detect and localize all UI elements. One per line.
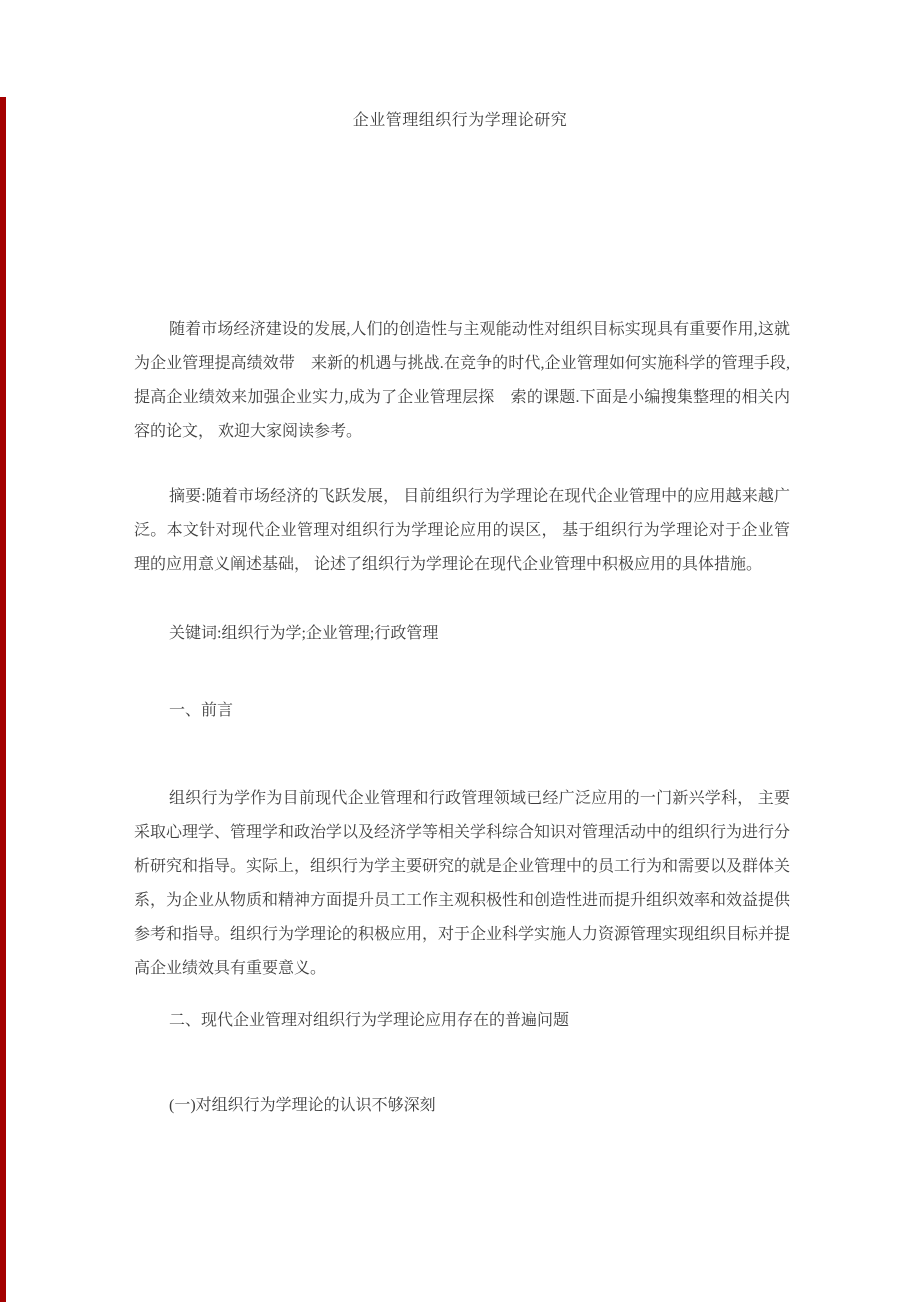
document-title: 企业管理组织行为学理论研究 [352,112,568,129]
intro-paragraph: 随着市场经济建设的发展,人们的创造性与主观能动性对组织目标实现具有重要作用,这就为企业管理提高绩效带 来新的机遇与挑战.在竞争的时代,企业管理如何实施科学的管理手段,提高企业绩效来加强企业实力,成为了企业管理层探 索的课题.下面是小编搜集整理的相关内容的论文， 欢迎大家阅读参考。 [134,321,790,440]
abstract-paragraph: 摘要:随着市场经济的飞跃发展， 目前组织行为学理论在现代企业管理中的应用越来越广泛。本文针对现代企业管理对组织行为学理论应用的误区， 基于组织行为学理论对于企业管理的应用意义阐述基础， 论述了组织行为学理论在现代企业管理中积极应用的具体措施。 [134,488,790,573]
left-red-stripe [0,97,6,1302]
section-heading-problems: 二、现代企业管理对组织行为学理论应用存在的普遍问题 [169,1012,570,1029]
section-heading-preface: 一、前言 [169,702,234,719]
keywords-line: 关键词:组织行为学;企业管理;行政管理 [169,625,439,642]
preface-body-paragraph: 组织行为学作为目前现代企业管理和行政管理领域已经广泛应用的一门新兴学科， 主要采取心理学、管理学和政治学以及经济学等相关学科综合知识对管理活动中的组织行为进行分析研究和指导。实际上，组织行为学主要研究的就是企业管理中的员工行为和需要以及群体关系，为企业从物质和精神方面提升员工工作主观积极性和创造性进而提升组织效率和效益提供参考和指导。组织行为学理论的积极应用，对于企业科学实施人力资源管理实现组织目标并提高企业绩效具有重要意义。 [134,790,791,977]
subsection-heading-awareness: (一)对组织行为学理论的认识不够深刻 [169,1097,436,1114]
